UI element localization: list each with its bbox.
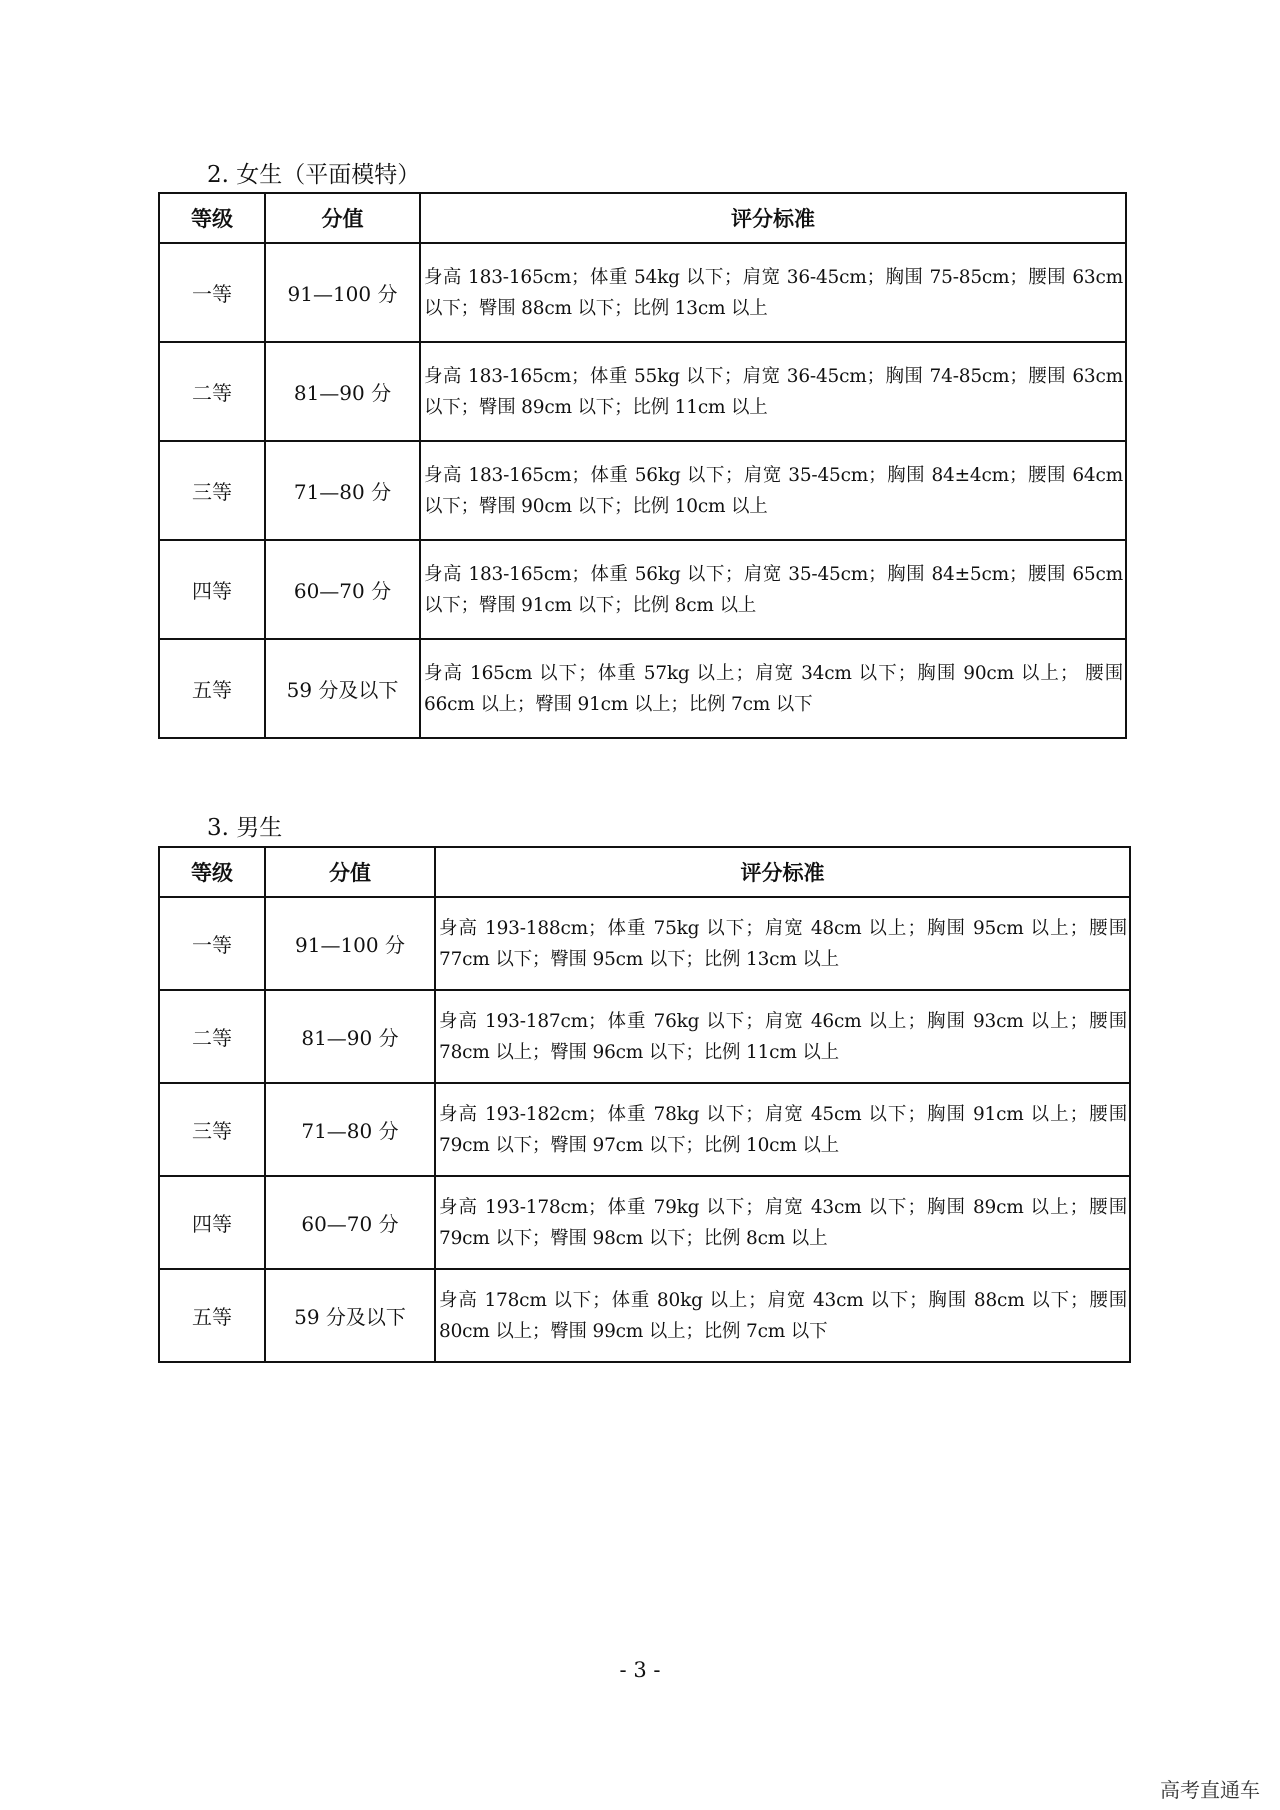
cell-score: 59 分及以下: [265, 1269, 435, 1362]
cell-score: 71—80 分: [265, 441, 420, 540]
header-level: 等级: [159, 847, 265, 897]
table-row: [159, 1176, 1130, 1269]
cell-criteria: 身高 183-165cm；体重 56kg 以下；肩宽 35-45cm；胸围 84±4cm；腰围 64cm 以下；臀围 90cm 以下；比例 10cm 以上: [420, 441, 1126, 540]
cell-level: 五等: [159, 639, 265, 738]
cell-criteria: 身高 193-188cm；体重 75kg 以下；肩宽 48cm 以上；胸围 95cm 以上；腰围 77cm 以下；臀围 95cm 以下；比例 13cm 以上: [435, 897, 1130, 990]
cell-level: 一等: [159, 897, 265, 990]
cell-level: 二等: [159, 342, 265, 441]
section-title-female: 2. 女生（平面模特）: [207, 162, 421, 188]
table-row: [159, 441, 1126, 540]
cell-score: 91—100 分: [265, 897, 435, 990]
cell-level: 三等: [159, 1083, 265, 1176]
header-level: 等级: [159, 193, 265, 243]
table-row: [159, 243, 1126, 342]
cell-level: 一等: [159, 243, 265, 342]
cell-criteria: 身高 193-187cm；体重 76kg 以下；肩宽 46cm 以上；胸围 93cm 以上；腰围 78cm 以上；臀围 96cm 以下；比例 11cm 以上: [435, 990, 1130, 1083]
header-score: 分值: [265, 847, 435, 897]
cell-level: 二等: [159, 990, 265, 1083]
table-row: [159, 1269, 1130, 1362]
cell-criteria: 身高 183-165cm；体重 55kg 以下；肩宽 36-45cm；胸围 74-85cm；腰围 63cm 以下；臀围 89cm 以下；比例 11cm 以上: [420, 342, 1126, 441]
table-row: [159, 540, 1126, 639]
cell-criteria: 身高 165cm 以下；体重 57kg 以上；肩宽 34cm 以下；胸围 90cm 以上； 腰围 66cm 以上；臀围 91cm 以上；比例 7cm 以下: [420, 639, 1126, 738]
cell-score: 60—70 分: [265, 1176, 435, 1269]
table-row: [159, 990, 1130, 1083]
cell-score: 71—80 分: [265, 1083, 435, 1176]
cell-criteria: 身高 193-178cm；体重 79kg 以下；肩宽 43cm 以下；胸围 89cm 以上；腰围 79cm 以下；臀围 98cm 以下；比例 8cm 以上: [435, 1176, 1130, 1269]
table-row: [159, 639, 1126, 738]
page-number: - 3 -: [619, 1658, 661, 1682]
cell-level: 三等: [159, 441, 265, 540]
grading-table-male: [158, 846, 1131, 1363]
table-row: [159, 342, 1126, 441]
cell-criteria: 身高 183-165cm；体重 54kg 以下；肩宽 36-45cm；胸围 75-85cm；腰围 63cm 以下；臀围 88cm 以下；比例 13cm 以上: [420, 243, 1126, 342]
cell-level: 五等: [159, 1269, 265, 1362]
cell-level: 四等: [159, 540, 265, 639]
cell-criteria: 身高 178cm 以下；体重 80kg 以上；肩宽 43cm 以下；胸围 88cm 以下；腰围 80cm 以上；臀围 99cm 以上；比例 7cm 以下: [435, 1269, 1130, 1362]
table-header-row: [159, 847, 1130, 897]
header-score: 分值: [265, 193, 420, 243]
table-row: [159, 1083, 1130, 1176]
cell-score: 81—90 分: [265, 342, 420, 441]
cell-score: 81—90 分: [265, 990, 435, 1083]
cell-score: 91—100 分: [265, 243, 420, 342]
cell-level: 四等: [159, 1176, 265, 1269]
watermark: 高考直通车: [1160, 1778, 1260, 1802]
header-criteria: 评分标准: [435, 847, 1130, 897]
header-criteria: 评分标准: [420, 193, 1126, 243]
cell-criteria: 身高 183-165cm；体重 56kg 以下；肩宽 35-45cm；胸围 84±5cm；腰围 65cm 以下；臀围 91cm 以下；比例 8cm 以上: [420, 540, 1126, 639]
cell-score: 60—70 分: [265, 540, 420, 639]
cell-score: 59 分及以下: [265, 639, 420, 738]
section-title-male: 3. 男生: [207, 815, 283, 841]
grading-table-female: [158, 192, 1127, 739]
cell-criteria: 身高 193-182cm；体重 78kg 以下；肩宽 45cm 以下；胸围 91cm 以上；腰围 79cm 以下；臀围 97cm 以下；比例 10cm 以上: [435, 1083, 1130, 1176]
table-row: [159, 897, 1130, 990]
table-header-row: [159, 193, 1126, 243]
